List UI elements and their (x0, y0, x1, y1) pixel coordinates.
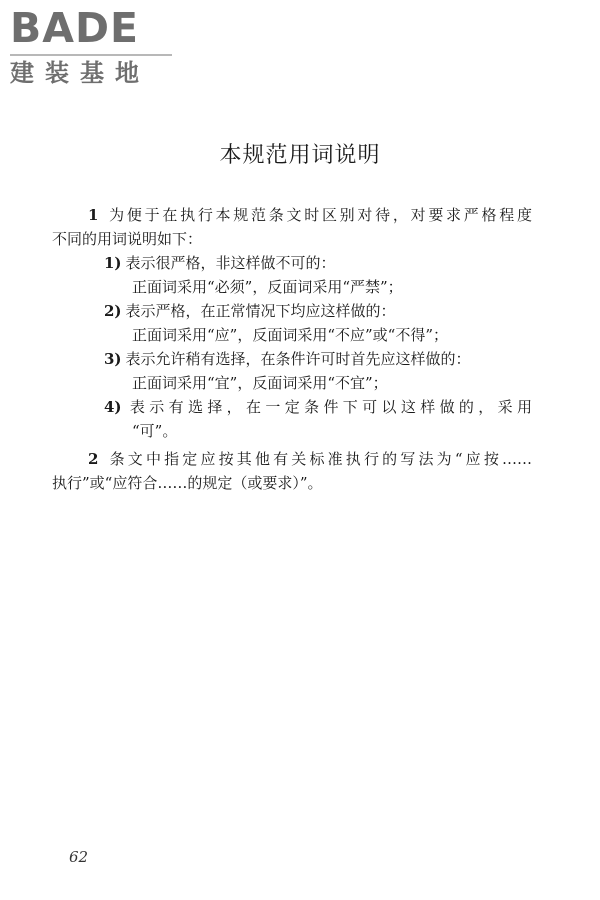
list-item-continuation: 正面词采用“应”，反面词采用“不应”或“不得”； (132, 326, 449, 344)
list-item-text: 表示严格，在正常情况下均应这样做的： (125, 302, 396, 320)
list-item-line (104, 347, 532, 371)
clause-number: 1 (88, 206, 99, 224)
list-item-2 (52, 299, 532, 347)
logo-chinese-text: 建装基地 (10, 59, 150, 87)
page-number: 62 (69, 848, 89, 866)
list-item-continuation: 正面词采用“宜”，反面词采用“不宜”； (132, 374, 388, 392)
bade-logo (10, 4, 175, 88)
list-item-3 (52, 347, 532, 395)
clause-text: 条文中指定应按其他有关标准执行的写法为“应按…… (106, 450, 532, 468)
list-item-line (104, 299, 532, 323)
clause-2-line-2: 执行”或“应符合……的规定（或要求）”。 (52, 474, 323, 492)
clause-text: 为便于在执行本规范条文时区别对待，对要求严格程度 (106, 206, 532, 224)
logo-wordmark: BADE (10, 4, 140, 52)
clause-1-line-2: 不同的用词说明如下： (52, 230, 203, 248)
list-item-line (104, 395, 532, 419)
list-item-1 (52, 251, 532, 299)
list-item-text: 表示有选择，在一定条件下可以这样做的，采用 (125, 398, 532, 416)
clause-1 (52, 203, 532, 443)
document-body (52, 203, 532, 499)
list-item-4 (52, 395, 532, 443)
list-item-continuation: 正面词采用“必须”，反面词采用“严禁”； (132, 278, 403, 296)
clause-2 (52, 447, 532, 495)
list-item-number: 3) (104, 350, 122, 368)
list-item-continuation: “可”。 (132, 422, 178, 440)
page-title: 本规范用词说明 (219, 143, 381, 168)
list-item-text: 表示很严格，非这样做不可的： (125, 254, 336, 272)
list-item-number: 4) (104, 398, 122, 416)
list-item-number: 2) (104, 302, 122, 320)
clause-number: 2 (88, 450, 99, 468)
list-item-number: 1) (104, 254, 122, 272)
clause-1-line-1 (52, 203, 532, 227)
clause-2-line-1 (52, 447, 532, 471)
logo-divider (10, 54, 172, 56)
list-item-text: 表示允许稍有选择，在条件许可时首先应这样做的： (125, 350, 471, 368)
list-item-line (104, 251, 532, 275)
